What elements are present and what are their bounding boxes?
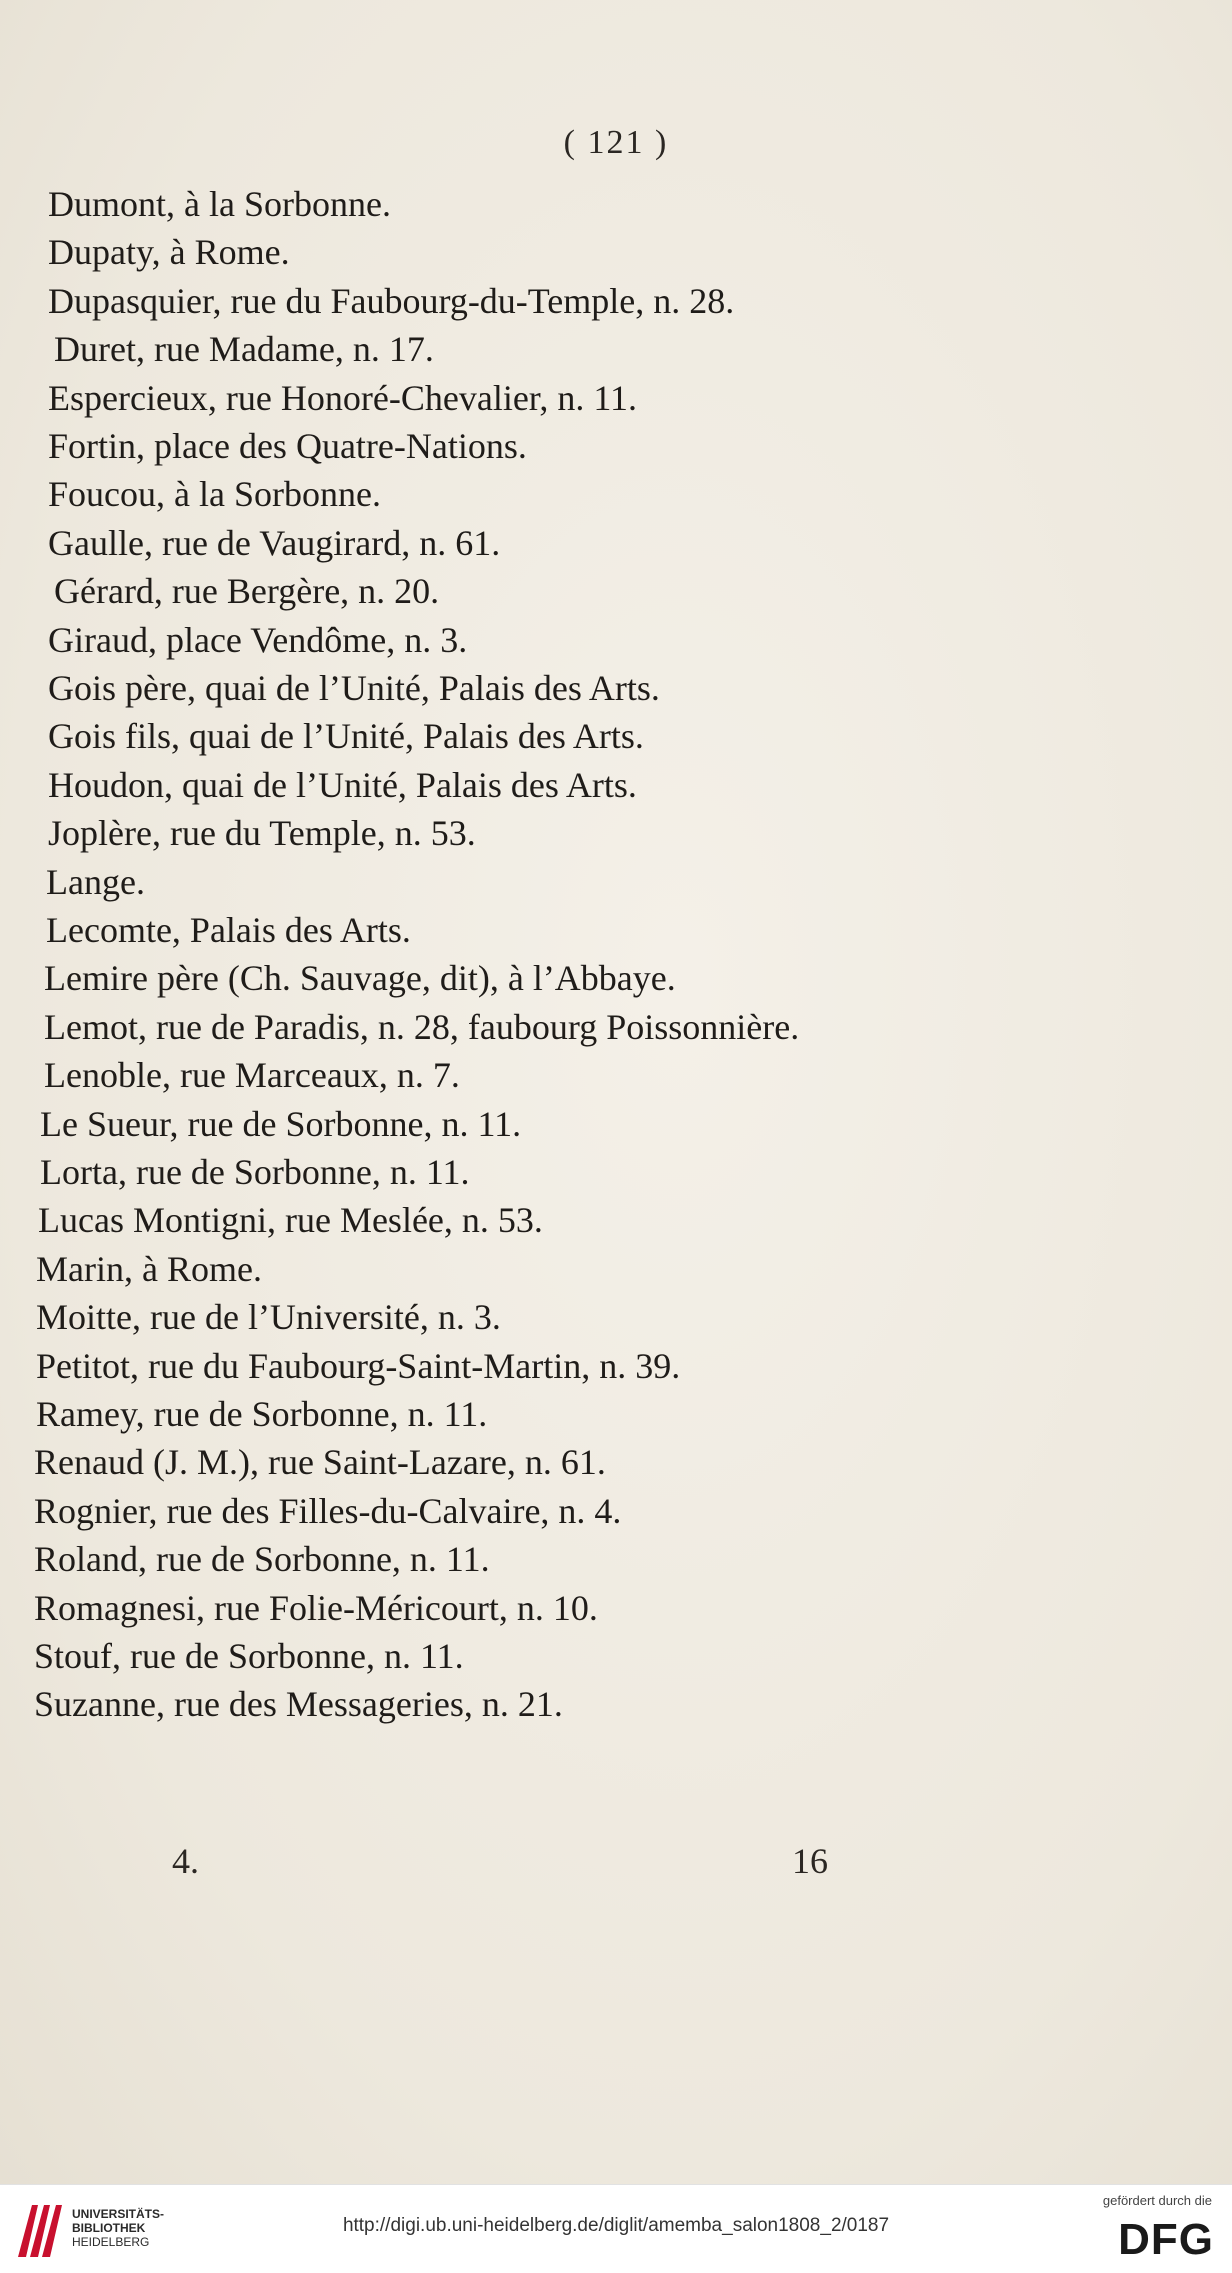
list-item: Espercieux, rue Honoré-Chevalier, n. 11.	[48, 377, 638, 418]
library-name-line1: UNIVERSITÄTS-	[72, 2207, 165, 2221]
list-item: Petitot, rue du Faubourg-Saint-Martin, n. 39.	[36, 1345, 681, 1386]
list-item: Roland, rue de Sorbonne, n. 11.	[34, 1539, 490, 1580]
permalink-url[interactable]: http://digi.ub.uni-heidelberg.de/diglit/amemba_salon1808_2/0187	[342, 2215, 890, 2236]
list-item: Fortin, place des Quatre-Nations.	[48, 426, 527, 466]
library-name-line3: HEIDELBERG	[72, 2235, 150, 2249]
list-item: Giraud, place Vendôme, n. 3.	[48, 619, 468, 660]
list-item: Gaulle, rue de Vaugirard, n. 61.	[48, 522, 501, 563]
list-item: Ramey, rue de Sorbonne, n. 11.	[36, 1394, 488, 1434]
list-item: Lucas Montigni, rue Meslée, n. 53.	[38, 1200, 543, 1241]
list-item: Lecomte, Palais des Arts.	[46, 910, 411, 950]
list-item: Suzanne, rue des Messageries, n. 21.	[34, 1684, 563, 1725]
list-item: Renaud (J. M.), rue Saint-Lazare, n. 61.	[34, 1442, 606, 1483]
list-item: Gois fils, quai de l’Unité, Palais des Arts.	[48, 716, 644, 757]
list-item: Lemot, rue de Paradis, n. 28, faubourg Poissonnière.	[44, 1006, 800, 1047]
list-item: Dupasquier, rue du Faubourg-du-Temple, n. 28.	[48, 280, 735, 321]
catchword-number: 16	[792, 1841, 828, 1881]
funded-by-label: gefördert durch die	[1102, 2193, 1212, 2208]
show-through-text	[850, 180, 1180, 1830]
viewer-footer	[0, 2184, 1232, 2273]
list-item: Lemire père (Ch. Sauvage, dit), à l’Abbaye.	[44, 958, 676, 999]
dfg-logo[interactable]: DFG	[1118, 2215, 1214, 2264]
list-item: Moitte, rue de l’Université, n. 3.	[36, 1297, 501, 1338]
list-item: Dupaty, à Rome.	[48, 232, 290, 273]
page-number: ( 121 )	[563, 124, 669, 161]
list-item: Lenoble, rue Marceaux, n. 7.	[44, 1055, 460, 1096]
list-item: Gois père, quai de l’Unité, Palais des Arts.	[48, 668, 660, 708]
list-item: Lorta, rue de Sorbonne, n. 11.	[40, 1152, 470, 1192]
library-name-line2: BIBLIOTHEK	[72, 2221, 146, 2235]
list-item: Rognier, rue des Filles-du-Calvaire, n. 4.	[34, 1490, 622, 1531]
list-item: Joplère, rue du Temple, n. 53.	[48, 813, 476, 854]
signature-mark: 4.	[172, 1841, 199, 1881]
list-item: Stouf, rue de Sorbonne, n. 11.	[34, 1636, 464, 1676]
list-item: Dumont, à la Sorbonne.	[48, 184, 391, 224]
list-item: Marin, à Rome.	[36, 1248, 262, 1289]
list-item: Romagnesi, rue Folie-Méricourt, n. 10.	[34, 1587, 598, 1628]
list-item: Houdon, quai de l’Unité, Palais des Arts.	[48, 764, 637, 805]
list-item: Duret, rue Madame, n. 17.	[54, 329, 434, 370]
list-item: Le Sueur, rue de Sorbonne, n. 11.	[40, 1103, 522, 1144]
list-item: Foucou, à la Sorbonne.	[48, 474, 381, 515]
list-item: Lange.	[46, 861, 145, 902]
list-item: Gérard, rue Bergère, n. 20.	[54, 571, 440, 612]
